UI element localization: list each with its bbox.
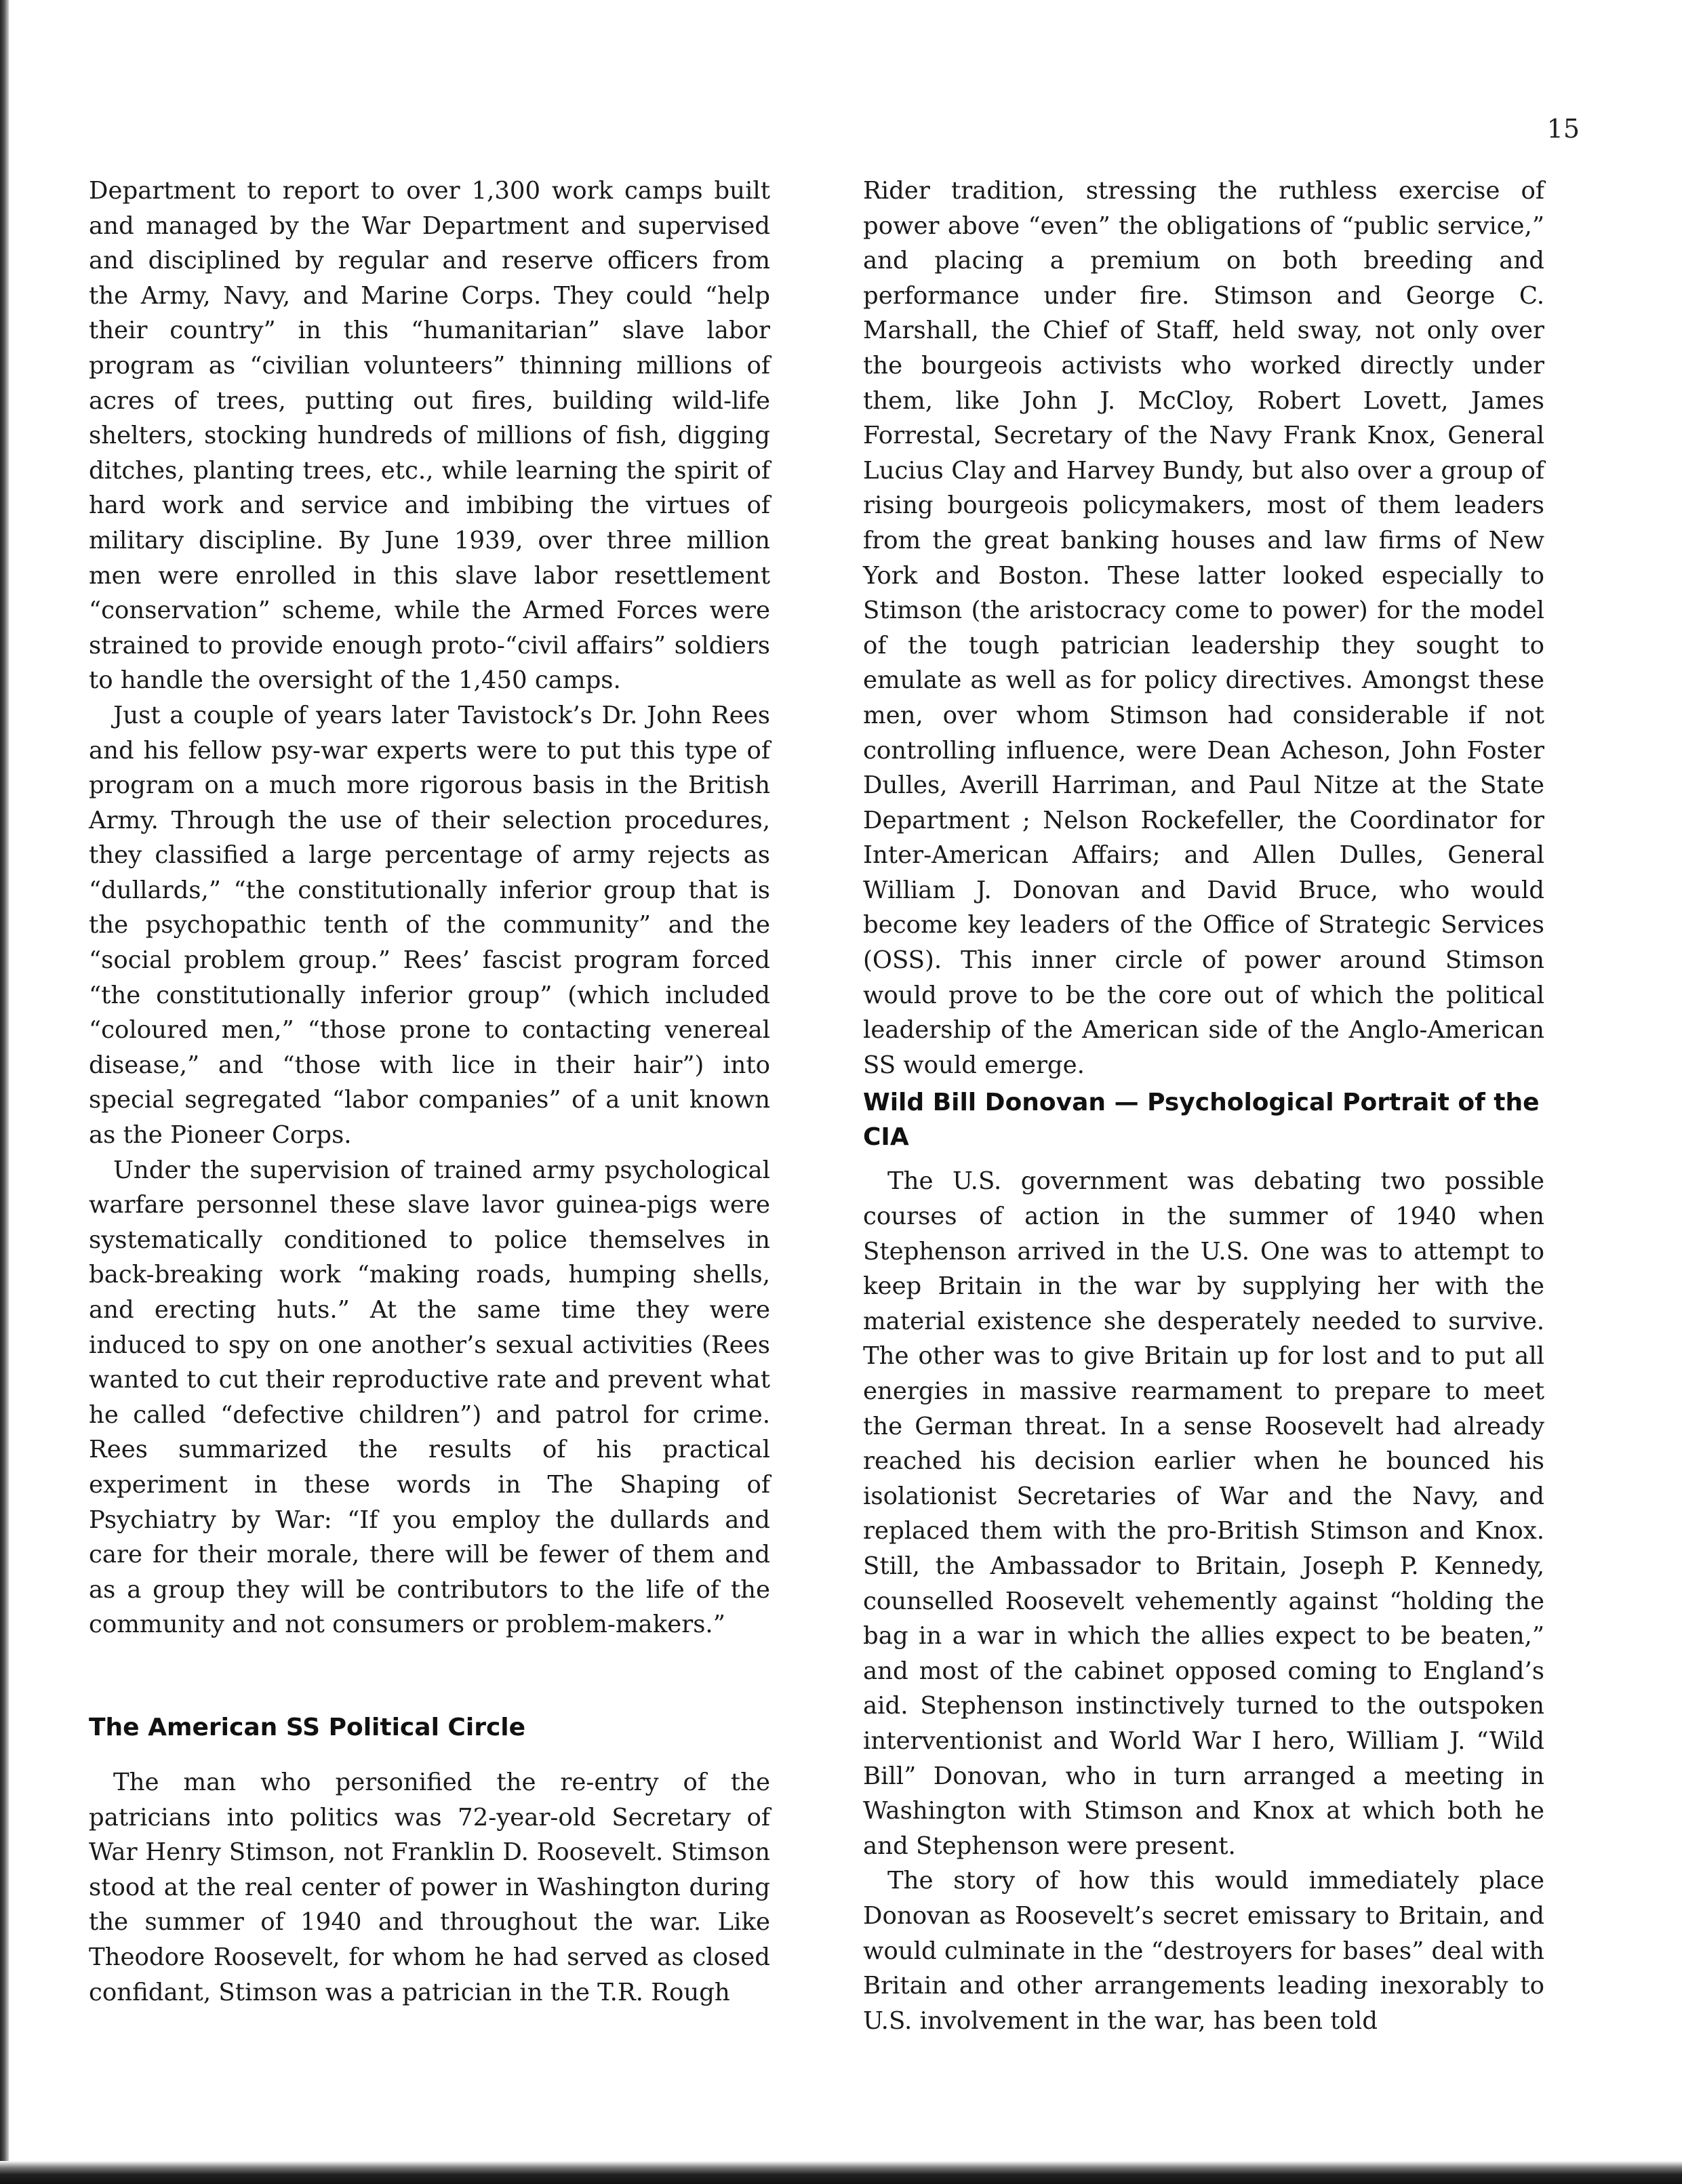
paragraph: Just a couple of years later Tavistock’s Dr. John Rees and his fellow psy-war experts were to put this type of program on a much more rigorous basis in the British Army. Through the use of their selection procedures, they classified a large percentage of army rejects as “dullards,” “the constitutionally inferior group that is the psychopathic tenth of the community” and the “social problem group.” Rees’ fascist program forced “the constitutionally inferior group” (which included “coloured men,” “those prone to contacting venereal disease,” and “those with lice in their hair”) into special segregated “labor companies” of a unit known as the Pioneer Corps. [89,701,770,1150]
right-column [863,174,1544,2038]
page-number: 15 [1546,114,1580,144]
left-column [89,174,770,2010]
page-bottom-edge [0,2161,1682,2184]
paragraph: Under the supervision of trained army psychological warfare personnel these slave lavor guinea-pigs were systematically conditioned to police themselves in back-breaking work “making roads, humping shells, and erecting huts.” At the same time they were induced to spy on one another’s sexual activities (Rees wanted to cut their reproductive rate and prevent what he called “defective children”) and patrol for crime. Rees summarized the results of his practical experiment in these words in The Shaping of Psychiatry by War: “If you employ the dullards and care for their morale, there will be fewer of them and as a group they will be contributors to the life of the community and not consumers or problem-makers.” [89,1156,770,1639]
paragraph: Rider tradition, stressing the ruthless exercise of power above “even” the obligations of “public service,” and placing a premium on both breeding and performance under fire. Stimson and George C. Marshall, the Chief of Staff, held sway, not only over the bourgeois activists who worked directly under them, like John J. McCloy, Robert Lovett, James Forrestal, Secretary of the Navy Frank Knox, General Lucius Clay and Harvey Bundy, but also over a group of rising bourgeois policymakers, most of them leaders from the great banking houses and law firms of New York and Boston. These latter looked especially to Stimson (the aristocracy come to power) for the model of the tough patrician leadership they sought to emulate as well as for policy directives. Amongst these men, over whom Stimson had considerable if not controlling influence, were Dean Acheson, John Foster Dulles, Averill Harriman, and Paul Nitze at the State Department ; Nelson Rockefeller, the Coordinator for Inter-American Affairs; and Allen Dulles, General William J. Donovan and David Bruce, who would become key leaders of the Office of Strategic Services (OSS). This inner circle of power around Stimson would prove to be the core out of which the political leadership of the American side of the Anglo-American SS would emerge. [863,177,1544,1079]
paragraph: Department to report to over 1,300 work camps built and managed by the War Department and supervised and disciplined by regular and reserve officers from the Army, Navy, and Marine Corps. They could “help their country” in this “humanitarian” slave labor program as “civilian volunteers” thinning millions of acres of trees, putting out fires, building wild-life shelters, stocking hundreds of millions of fish, digging ditches, planting trees, etc., while learning the spirit of hard work and service and imbibing the virtues of military discipline. By June 1939, over three million men were enrolled in this slave labor resettlement “conservation” scheme, while the Armed Forces were strained to provide enough proto-“civil affairs” soldiers to handle the oversight of the 1,450 camps. [89,177,770,695]
section-heading: The American SS Political Circle [89,1713,526,1741]
paragraph: The U.S. government was debating two possible courses of action in the summer of 1940 when Stephenson arrived in the U.S. One was to attempt to keep Britain in the war by supplying her with the material existence she desperately needed to survive. The other was to give Britain up for lost and to put all energies in massive rearmament to prepare to meet the German threat. In a sense Roosevelt had already reached his decision earlier when he bounced his isolationist Secretaries of War and the Navy, and replaced them with the pro-British Stimson and Knox. Still, the Ambassador to Britain, Joseph P. Kennedy, counselled Roosevelt vehemently against “holding the bag in a war in which the allies expect to be beaten,” and most of the cabinet opposed coming to England’s aid. Stephenson instinctively turned to the outspoken interventionist and World War I hero, William J. “Wild Bill” Donovan, who in turn arranged a meeting in Washington with Stimson and Knox at which both he and Stephenson were present. [863,1167,1544,1860]
paragraph: The story of how this would immediately place Donovan as Roosevelt’s secret emissary to Britain, and would culminate in the “destroyers for bases” deal with Britain and other arrangements leading inexorably to U.S. involvement in the war, has been told [863,1867,1544,2035]
paragraph: The man who personified the re-entry of the patricians into politics was 72-year-old Secretary of War Henry Stimson, not Franklin D. Roosevelt. Stimson stood at the real center of power in Washington during the summer of 1940 and throughout the war. Like Theodore Roosevelt, for whom he had served as closed confidant, Stimson was a patrician in the T.R. Rough [89,1768,770,2006]
section-heading: Wild Bill Donovan — Psychological Portrait of the CIA [863,1089,1540,1152]
page-binding-edge [0,0,9,2184]
